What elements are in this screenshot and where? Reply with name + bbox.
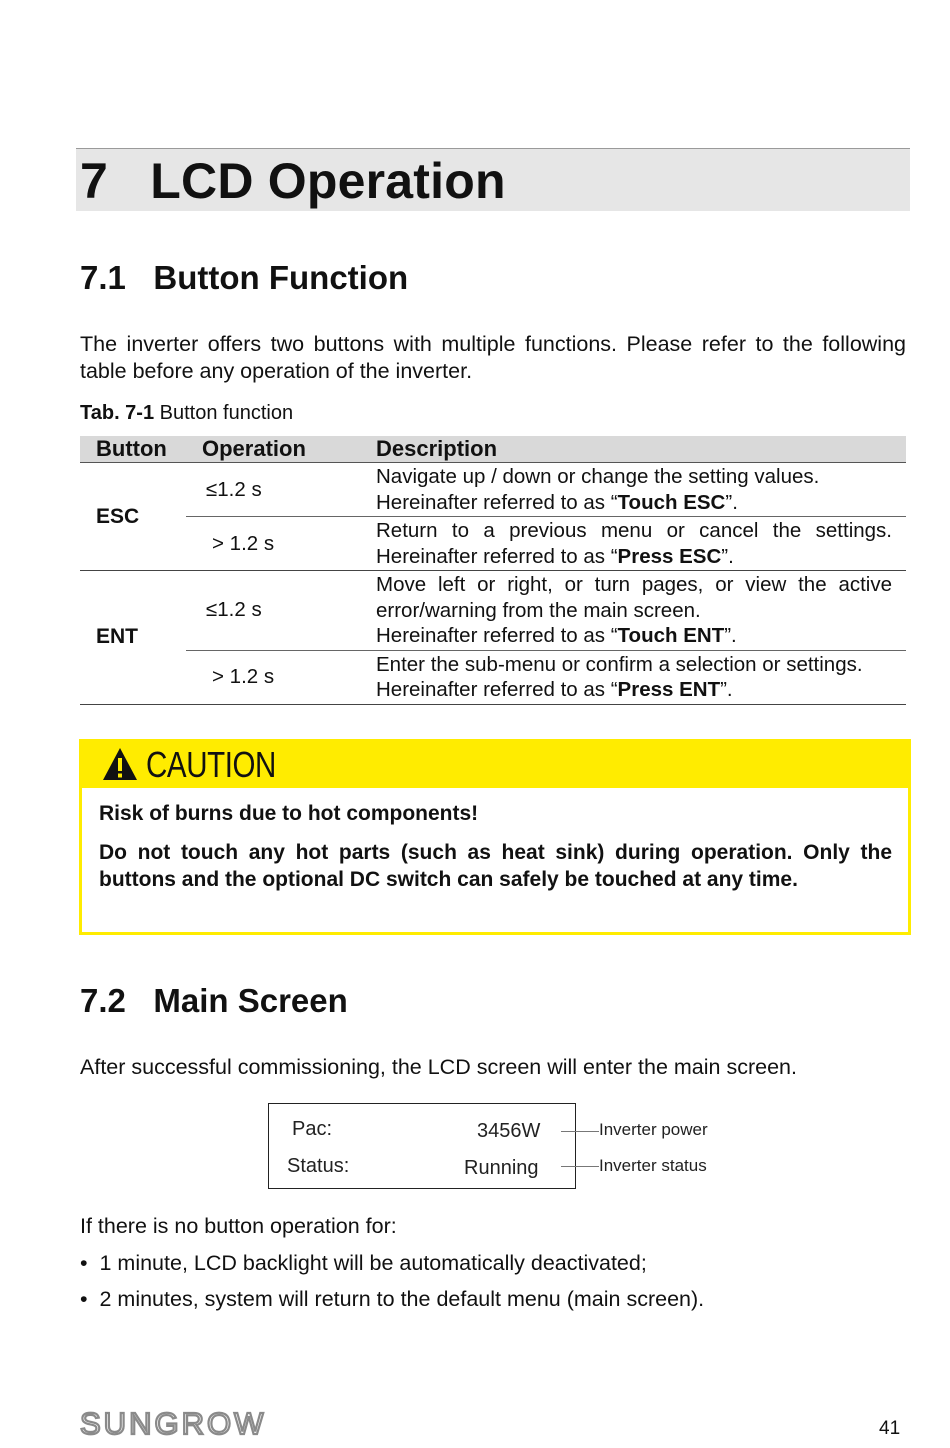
lcd-main-screen-figure: [268, 1103, 576, 1189]
table-row: [80, 517, 906, 571]
section-title-text: Button Function: [153, 259, 409, 296]
description-cell: [366, 650, 906, 704]
description-cell: [366, 517, 906, 571]
operation-cell: > 1.2 s: [186, 650, 366, 704]
description-text: Return to a previous menu or cancel the settings. Hereinafter referred to as “: [376, 519, 892, 568]
description-suffix: ”.: [725, 490, 738, 514]
page-number: 41: [879, 1418, 901, 1439]
section-number: 7.1: [80, 259, 126, 296]
list-item-text: 1 minute, LCD backlight will be automatically deactivated;: [99, 1251, 647, 1275]
list-item: • 2 minutes, system will return to the default menu (main screen).: [80, 1287, 705, 1311]
description-cell: [366, 463, 906, 517]
description-text-line2: Hereinafter referred to as “: [376, 624, 618, 647]
description-suffix: ”.: [720, 678, 733, 701]
header-description: Description: [366, 436, 906, 463]
chapter-title: [80, 152, 506, 210]
section-heading-7-1: [80, 259, 408, 297]
callout-line-status: [561, 1166, 599, 1167]
description-text: Move left or right, or turn pages, or view the active error/warning from the main screen.: [376, 573, 892, 622]
table-caption: [80, 402, 293, 425]
description-term: Press ESC: [617, 544, 722, 568]
sungrow-logo: [80, 1409, 280, 1439]
callout-inverter-status: Inverter status: [599, 1156, 707, 1175]
operation-cell: ≤1.2 s: [186, 571, 366, 651]
table-caption-text: Button function: [159, 402, 294, 424]
description-text: Navigate up / down or change the setting values. Hereinafter referred to as “: [376, 465, 820, 514]
description-term: Touch ENT: [617, 624, 725, 647]
description-cell: [366, 571, 906, 651]
lcd-pac-label: Pac:: [292, 1118, 333, 1140]
caution-banner: [82, 742, 908, 788]
lcd-pac-value: 3456W: [477, 1120, 541, 1142]
table-caption-label: Tab. 7-1: [80, 402, 155, 424]
table-row: [80, 650, 906, 704]
section-heading-7-2: [80, 982, 348, 1020]
warning-triangle-icon: [102, 746, 138, 782]
description-term: Press ENT: [617, 678, 721, 701]
caution-label: CAUTION: [146, 744, 276, 785]
caution-box: [79, 739, 911, 935]
table-row: [80, 571, 906, 651]
no-operation-paragraph: If there is no button operation for:: [80, 1214, 397, 1238]
header-button: Button: [80, 436, 186, 463]
caution-body: Do not touch any hot parts (such as heat sink) during operation. Only the buttons and the optional DC switch can safely be touched at any time.: [99, 841, 892, 891]
chapter-title-text: LCD Operation: [150, 153, 506, 209]
description-suffix: ”.: [724, 624, 737, 647]
operation-cell: > 1.2 s: [186, 517, 366, 571]
description-text: Enter the sub-menu or confirm a selection or settings. Hereinafter referred to as “: [376, 652, 863, 701]
sungrow-logo-text: SUNGROW: [80, 1409, 267, 1439]
section-title-text: Main Screen: [153, 982, 348, 1019]
callout-line-power: [561, 1131, 599, 1132]
table-header-row: [80, 436, 906, 463]
table-row: [80, 463, 906, 517]
list-item: • 1 minute, LCD backlight will be automatically deactivated;: [80, 1251, 647, 1275]
lcd-status-value: Running: [464, 1157, 539, 1179]
section-number: 7.2: [80, 982, 126, 1019]
main-screen-paragraph: After successful commissioning, the LCD screen will enter the main screen.: [80, 1055, 797, 1079]
lcd-status-label: Status:: [287, 1155, 350, 1177]
intro-paragraph: The inverter offers two buttons with multiple functions. Please refer to the following table before any operation of the inverter.: [80, 332, 906, 383]
button-function-table: [80, 436, 906, 705]
header-operation: Operation: [186, 436, 366, 463]
chapter-number: 7: [80, 153, 109, 209]
operation-cell: ≤1.2 s: [186, 463, 366, 517]
list-item-text: 2 minutes, system will return to the default menu (main screen).: [99, 1287, 705, 1311]
button-cell-ent: ENT: [80, 571, 186, 705]
description-term: Touch ESC: [617, 490, 726, 514]
caution-heading: Risk of burns due to hot components!: [99, 802, 479, 825]
callout-inverter-power: Inverter power: [599, 1120, 708, 1139]
description-suffix: ”.: [721, 544, 734, 568]
button-cell-esc: ESC: [80, 463, 186, 571]
